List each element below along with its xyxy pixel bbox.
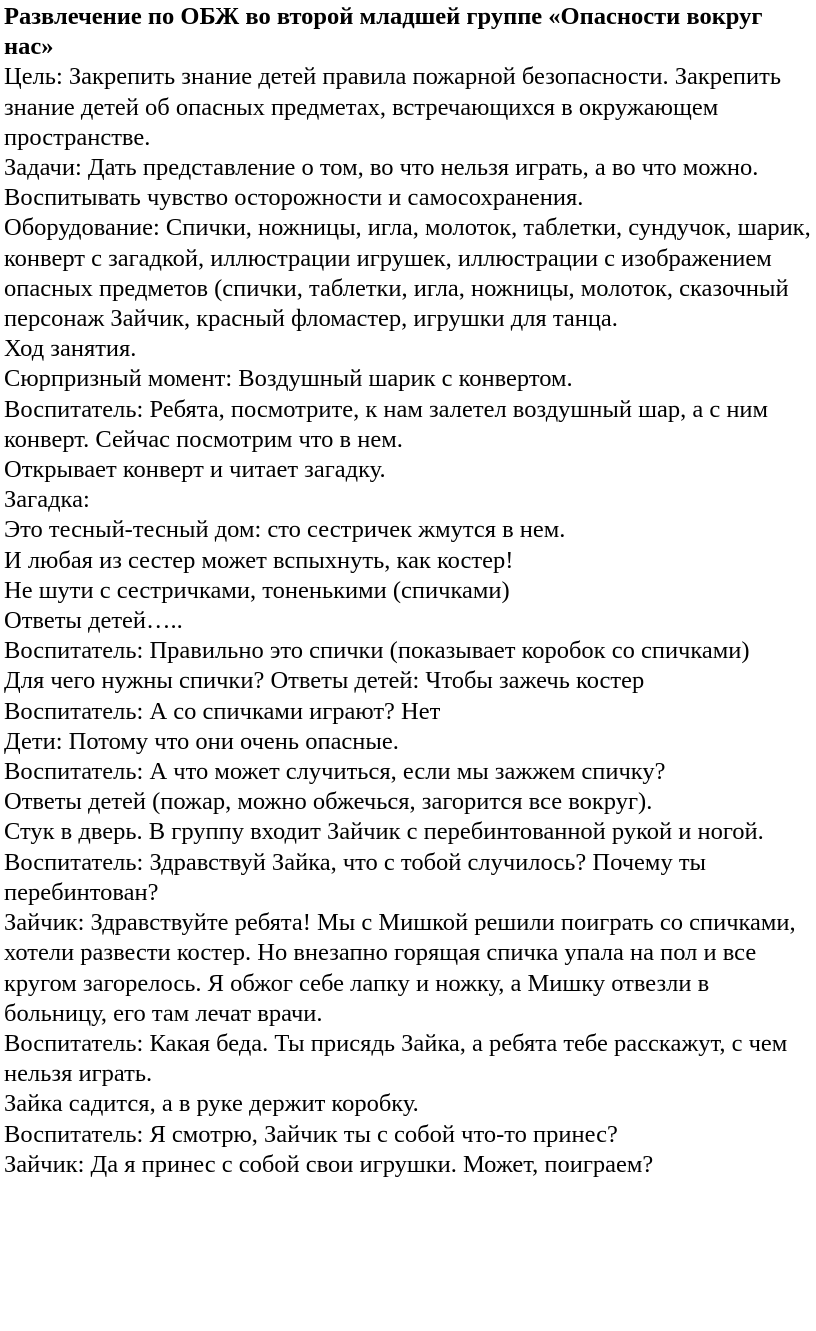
- paragraph-dialogue: Зайчик: Здравствуйте ребята! Мы с Мишкой решили поиграть со спичками, хотели развести костер. Но внезапно горящая спичка упала на пол и все кругом загорелось. Я обжог себе лапку и ножку, а Мишку отвезли в больницу, его там лечат врачи.: [4, 909, 796, 1027]
- paragraph-riddle-line: Не шути с сестричками, тоненькими (спичками): [4, 576, 510, 604]
- paragraph-surprise-moment: Сюрпризный момент: Воздушный шарик с конвертом.: [4, 365, 573, 393]
- paragraph-dialogue: Ответы детей (пожар, можно обжечься, загорится все вокруг).: [4, 788, 653, 816]
- paragraph-dialogue: Воспитатель: Я смотрю, Зайчик ты с собой что-то принес?: [4, 1120, 618, 1148]
- paragraph-dialogue: Воспитатель: Правильно это спички (показывает коробок со спичками): [4, 637, 750, 665]
- paragraph-dialogue: Дети: Потому что они очень опасные.: [4, 727, 399, 755]
- paragraph-dialogue: Для чего нужны спички? Ответы детей: Чтобы зажечь костер: [4, 667, 645, 695]
- paragraph-equipment: Оборудование: Спички, ножницы, игла, молоток, таблетки, сундучок, шарик, конверт с загадкой, иллюстрации игрушек, иллюстрации с изображением опасных предметов (спички, таблетки, игла, ножницы, молоток, сказочный персонаж Зайчик, красный фломастер, игрушки для танца.: [4, 214, 811, 333]
- paragraph-dialogue: Воспитатель: А что может случиться, если мы зажжем спичку?: [4, 758, 666, 786]
- paragraph-dialogue: Зайчик: Да я принес с собой свои игрушки. Может, поиграем?: [4, 1150, 654, 1178]
- paragraph-tasks: Задачи: Дать представление о том, во что нельзя играть, а во что можно. Воспитывать чувство осторожности и самосохранения.: [4, 154, 759, 212]
- paragraph-riddle-line: Это тесный-тесный дом: сто сестричек жмутся в нем.: [4, 516, 566, 544]
- paragraph-lesson-heading: Ход занятия.: [4, 335, 137, 363]
- paragraph-goal: Цель: Закрепить знание детей правила пожарной безопасности. Закрепить знание детей об опасных предметах, встречающихся в окружающем пространстве.: [4, 63, 782, 151]
- paragraph-dialogue: Зайка садится, а в руке держит коробку.: [4, 1090, 419, 1118]
- paragraph-dialogue: Воспитатель: Какая беда. Ты присядь Зайка, а ребята тебе расскажут, с чем нельзя играть.: [4, 1029, 788, 1088]
- paragraph-dialogue: Стук в дверь. В группу входит Зайчик с перебинтованной рукой и ногой.: [4, 818, 764, 846]
- document-title: Развлечение по ОБЖ во второй младшей группе «Опасности вокруг нас»: [4, 3, 763, 61]
- paragraph-riddle-label: Загадка:: [4, 486, 90, 514]
- paragraph-dialogue: Ответы детей…..: [4, 607, 183, 635]
- paragraph-dialogue: Открывает конверт и читает загадку.: [4, 456, 386, 484]
- paragraph-riddle-line: И любая из сестер может вспыхнуть, как костер!: [4, 546, 514, 574]
- paragraph-dialogue: Воспитатель: А со спичками играют? Нет: [4, 697, 441, 725]
- paragraph-dialogue: Воспитатель: Ребята, посмотрите, к нам залетел воздушный шар, а с ним конверт. Сейчас посмотрим что в нем.: [4, 395, 769, 453]
- paragraph-dialogue: Воспитатель: Здравствуй Зайка, что с тобой случилось? Почему ты перебинтован?: [4, 848, 706, 906]
